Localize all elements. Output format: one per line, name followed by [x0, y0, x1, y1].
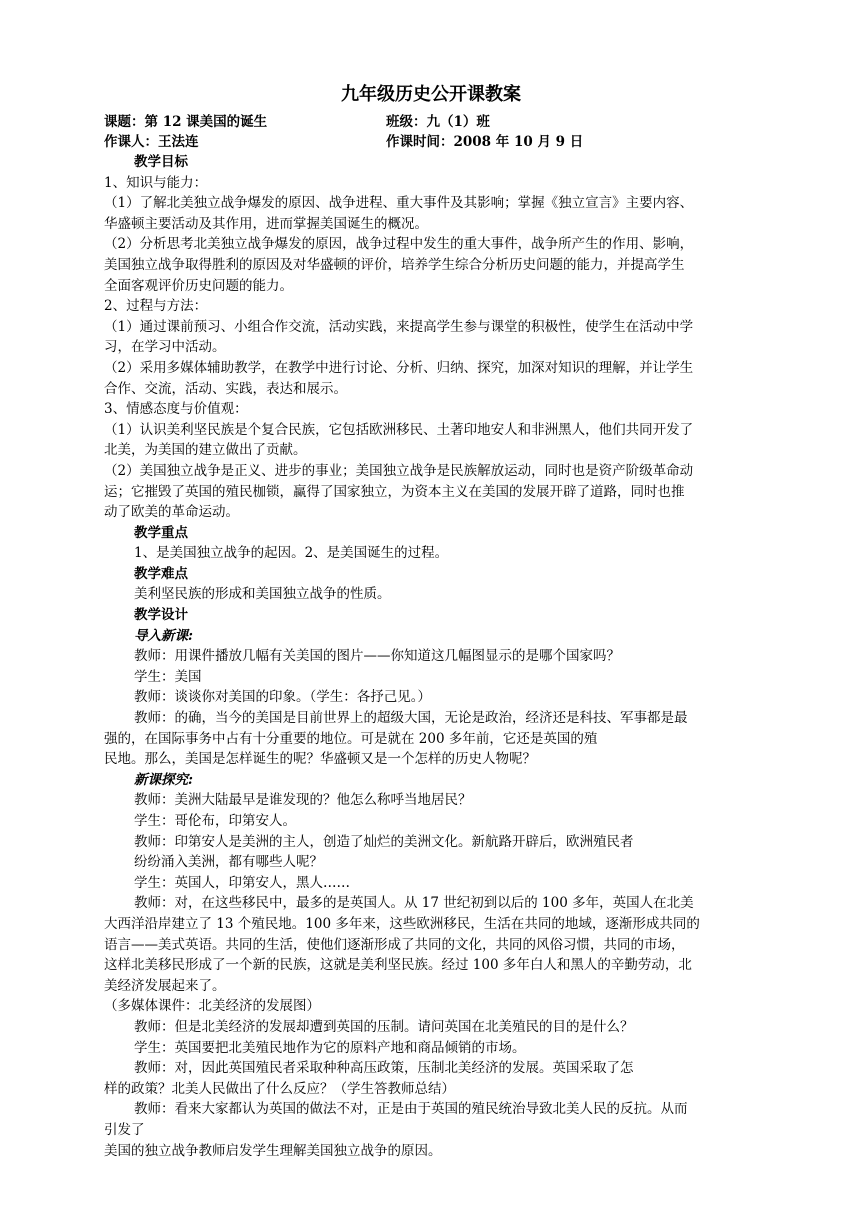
text-line: 教师：谈谈你对美国的印象。（学生：各抒己见。） [134, 689, 431, 706]
lesson-topic: 课题：第 12 课美国的诞生 [104, 114, 268, 130]
text-line: 美国独立战争取得胜利的原因及对华盛顿的评价，培养学生综合分析历史问题的能力，并提高学生 [104, 256, 685, 273]
text-line: 1、是美国独立战争的起因。2、是美国诞生的过程。 [134, 545, 449, 562]
text-line: 教师：的确，当今的美国是目前世界上的超级大国，无论是政治，经济还是科技、军事都是最 [134, 710, 688, 727]
text-line: 学生：英国人，印第安人，黑人…… [134, 874, 350, 891]
text-line: 北美，为美国的建立做出了贡献。 [104, 442, 307, 459]
text-line: （2）美国独立战争是正义、进步的事业；美国独立战争是民族解放运动，同时也是资产阶级革命动 [104, 462, 694, 479]
meta-row-1 [104, 112, 758, 132]
text-line: 华盛顿主要活动及其作用，进而掌握美国诞生的概况。 [104, 215, 428, 232]
text-line: 学生：哥伦布，印第安人。 [134, 813, 296, 829]
text-line: 纷纷涌入美洲，都有哪些人呢？ [134, 854, 323, 871]
text-line: （1）了解北美独立战争爆发的原因、战争进程、重大事件及其影响；掌握《独立宣言》主要内容、 [104, 195, 694, 212]
text-line: 教师：对，因此英国殖民者采取种种高压政策，压制北美经济的发展。英国采取了怎 [134, 1060, 634, 1077]
text-line: 教学目标 [134, 154, 188, 170]
text-line: 2、过程与方法： [104, 298, 208, 315]
text-line: 教学设计 [134, 607, 188, 624]
text-line: （1）认识美利坚民族是个复合民族，它包括欧洲移民、土著印地安人和非洲黑人，他们共同开发了 [104, 421, 694, 438]
text-line: 新课探究: [134, 771, 193, 788]
text-line: 习，在学习中活动。 [104, 339, 226, 356]
text-line: 教学重点 [134, 524, 188, 541]
text-line: 引发了 [104, 1121, 145, 1138]
text-line: （1）通过课前预习、小组合作交流，活动实践，来提高学生参与课堂的积极性，使学生在活动中学 [104, 318, 694, 335]
text-line: 学生：美国 [134, 668, 202, 685]
lesson-date: 作课时间：2008 年 10 月 9 日 [386, 134, 584, 150]
text-line: 教师：看来大家都认为英国的做法不对，正是由于英国的殖民统治导致北美人民的反抗。从而 [134, 1101, 688, 1118]
text-line: 教学难点 [134, 565, 188, 582]
text-line: 动了欧美的革命运动。 [104, 504, 239, 521]
text-line: （2）采用多媒体辅助教学，在教学中进行讨论、分析、归纳、探究，加深对知识的理解，并让学生 [104, 359, 694, 376]
text-line: 3、情感态度与价值观： [104, 401, 248, 418]
text-line: 民地。那么，美国是怎样诞生的呢？华盛顿又是一个怎样的历史人物呢？ [104, 751, 536, 768]
text-line: 这样北美移民形成了一个新的民族，这就是美利坚民族。经过 100 多年白人和黑人的辛勤劳动，北 [104, 957, 692, 974]
text-line: 语言——美式英语。共同的生活，使他们逐渐形成了共同的文化，共同的风俗习惯，共同的市场， [104, 936, 685, 953]
text-line: 大西洋沿岸建立了 13 个殖民地。100 多年来，这些欧洲移民，生活在共同的地域，逐渐形成共同的 [104, 915, 700, 932]
text-line: 1、知识与能力： [104, 174, 208, 191]
text-line: 全面客观评价历史问题的能力。 [104, 277, 293, 294]
text-line: 学生：英国要把北美殖民地作为它的原料产地和商品倾销的市场。 [134, 1039, 526, 1056]
lesson-plan-page [104, 84, 758, 1161]
meta-row-2 [104, 132, 758, 152]
text-line: 教师：对，在这些移民中，最多的是英国人。从 17 世纪初到以后的 100 多年，英国人在北美 [134, 895, 694, 912]
text-line: 教师：美洲大陆最早是谁发现的？他怎么称呼当地居民？ [134, 792, 472, 809]
text-line: 美利坚民族的形成和美国独立战争的性质。 [134, 586, 391, 603]
text-line: 运；它摧毁了英国的殖民枷锁，赢得了国家独立，为资本主义在美国的发展开辟了道路，同时也推 [104, 483, 685, 500]
teacher-name: 作课人：王法连 [104, 134, 199, 150]
text-line: 教师：用课件播放几幅有关美国的图片——你知道这几幅图显示的是哪个国家吗？ [134, 648, 620, 665]
text-line: 美国的独立战争教师启发学生理解美国独立战争的原因。 [104, 1142, 442, 1159]
text-line: 强的，在国际事务中占有十分重要的地位。可是就在 200 多年前，它还是英国的殖 [104, 730, 598, 747]
class-name: 班级：九（1）班 [386, 114, 490, 130]
text-line: 合作、交流，活动、实践，表达和展示。 [104, 380, 347, 397]
text-line: 美经济发展起来了。 [104, 977, 226, 994]
text-line: 导入新课: [134, 627, 193, 644]
text-line: （多媒体课件：北美经济的发展图） [104, 998, 320, 1015]
text-line: 样的政策？北美人民做出了什么反应？（学生答教师总结） [104, 1080, 455, 1097]
document-body [104, 152, 758, 1161]
text-line: 教师：但是北美经济的发展却遭到英国的压制。请问英国在北美殖民的目的是什么？ [134, 1018, 634, 1035]
text-line: 教师：印第安人是美洲的主人，创造了灿烂的美洲文化。新航路开辟后，欧洲殖民者 [134, 833, 634, 850]
text-line: （2）分析思考北美独立战争爆发的原因，战争过程中发生的重大事件，战争所产生的作用、影响， [104, 236, 694, 253]
document-title: 九年级历史公开课教案 [341, 84, 521, 105]
